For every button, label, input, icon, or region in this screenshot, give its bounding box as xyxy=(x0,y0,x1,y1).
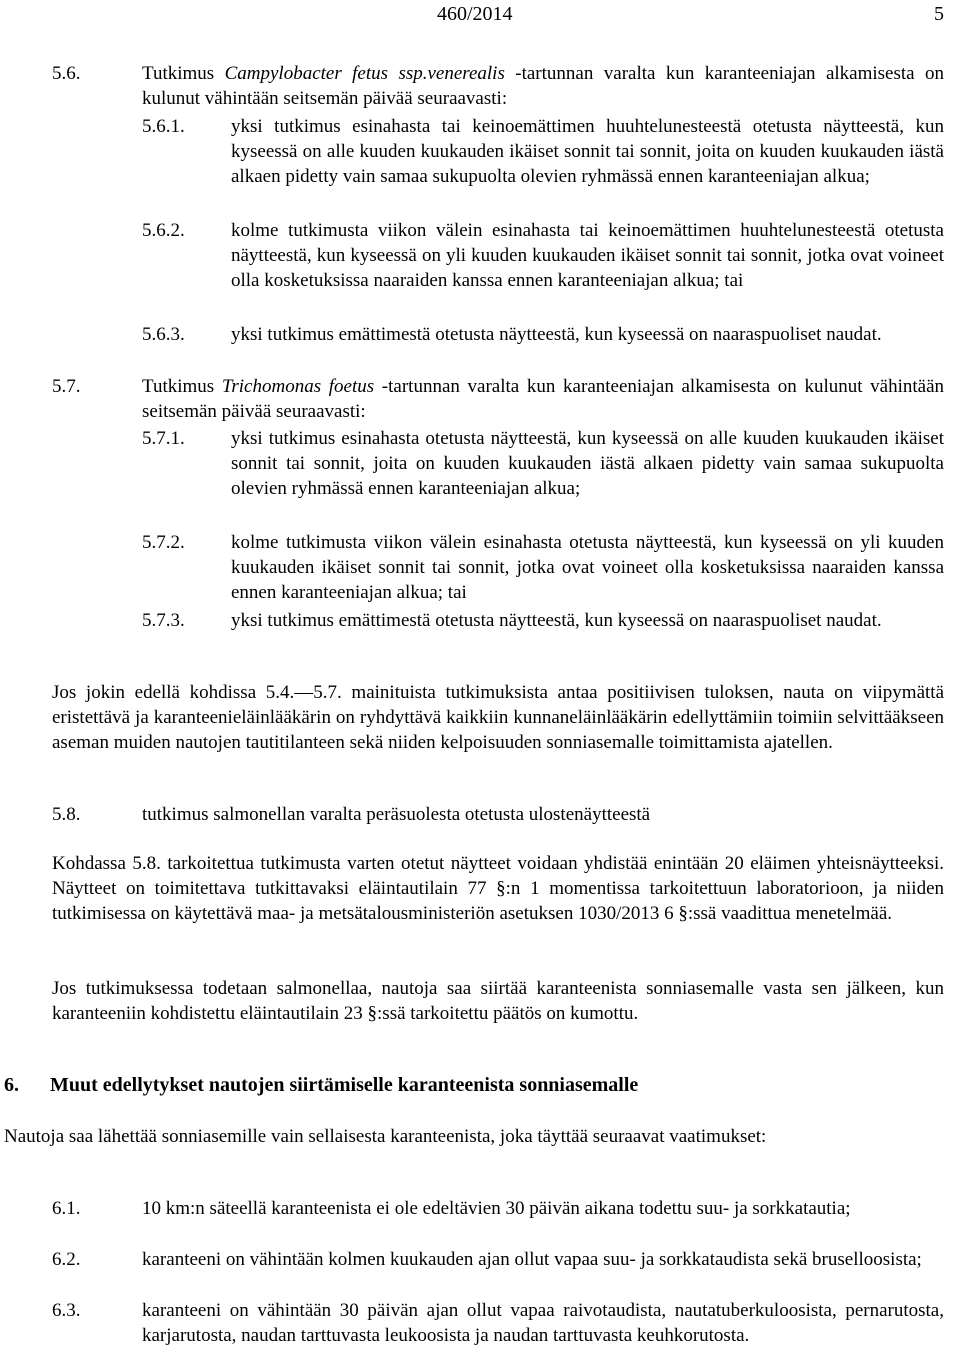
item-text: yksi tutkimus emättimestä otetusta näytteestä, kun kyseessä on naaraspuoliset naudat. xyxy=(231,324,882,345)
item-number: 5.7.2. xyxy=(142,532,185,553)
item-text: kolme tutkimusta viikon välein esinahasta otetusta näytteestä, kun kyseessä on yli kuuden kuukauden ikäiset sonnit tai sonnit, jotka ovat voineet olla kosketuksissa naaraiden kanssa ennen karanteeniajan alkua; tai xyxy=(231,532,944,603)
item-text: tutkimus salmonellan varalta peräsuolesta otetusta ulostenäytteestä xyxy=(142,804,651,825)
header-page-number: 5 xyxy=(934,3,944,25)
paragraph-salmonella-found: Jos tutkimuksessa todetaan salmonellaa, nautoja saa siirtää karanteenista sonniasemalle vasta sen jälkeen, kun karanteeniin kohdistettu eläintautilain 23 §:ssä tarkoitettu päätös on kumottu. xyxy=(52,978,944,1024)
item-number: 5.6.2. xyxy=(142,220,185,241)
item-number: 5.6. xyxy=(52,63,81,84)
item-text: karanteeni on vähintään kolmen kuukauden ajan ollut vapaa suu- ja sorkkataudista sekä bruselloosista; xyxy=(142,1249,922,1270)
item-text: 10 km:n säteellä karanteenista ei ole edeltävien 30 päivän aikana todettu suu- ja sorkkatautia; xyxy=(142,1198,851,1219)
item-text: yksi tutkimus esinahasta otetusta näytteestä, kun kyseessä on alle kuuden kuukauden ikäiset sonnit tai sonnit, joita on kuuden kuukauden iästä alkaen pidetty vain samaa sukupuolta olevien ryhmässä ennen karanteeniajan alkua; xyxy=(231,428,944,499)
item-text: karanteeni on vähintään 30 päivän ajan ollut vapaa raivotaudista, nautatuberkuloosista, pernarutosta, karjarutosta, naudan tarttuvasta leukoosista ja naudan tarttuvasta keuhkorutosta. xyxy=(142,1300,944,1346)
item-number: 6.3. xyxy=(52,1300,81,1321)
item-number: 5.7. xyxy=(52,376,81,397)
section-title: Muut edellytykset nautojen siirtämiselle karanteenista sonniasemalle xyxy=(50,1074,639,1096)
species-name: Campylobacter fetus ssp.venerealis xyxy=(224,63,505,84)
item-text: yksi tutkimus emättimestä otetusta näytteestä, kun kyseessä on naaraspuoliset naudat. xyxy=(231,610,882,631)
item-number: 5.8. xyxy=(52,804,81,825)
item-number: 5.6.1. xyxy=(142,116,185,137)
header-doc-number: 460/2014 xyxy=(437,3,513,25)
item-text: yksi tutkimus esinahasta tai keinoemättimen huuhtelunesteestä otetusta näytteestä, kun kyseessä on alle kuuden kuukauden ikäiset sonnit tai sonnit, joita on kuuden kuukauden iästä alkaen pidetty vain samaa sukupuolta olevien ryhmässä ennen karanteeniajan alkua; xyxy=(231,116,944,187)
item-number: 5.6.3. xyxy=(142,324,185,345)
item-text: Tutkimus Campylobacter fetus ssp.venerealis -tartunnan varalta kun karanteeniajan alkamisesta on kulunut vähintään seitsemän päivää seuraavasti: xyxy=(142,63,944,109)
item-text: kolme tutkimusta viikon välein esinahasta tai keinoemättimen huuhtelunesteestä otetusta näytteestä, kun kyseessä on yli kuuden kuukauden ikäiset sonnit tai sonnit, jotka ovat voineet olla kosketuksissa naaraiden kanssa ennen karanteeniajan alkua; tai xyxy=(231,220,944,291)
item-number: 5.7.1. xyxy=(142,428,185,449)
item-number: 6.2. xyxy=(52,1249,81,1270)
section-number: 6. xyxy=(4,1074,19,1096)
section-intro: Nautoja saa lähettää sonniasemille vain sellaisesta karanteenista, joka täyttää seuraavat vaatimukset: xyxy=(4,1126,767,1147)
item-number: 6.1. xyxy=(52,1198,81,1219)
species-name: Trichomonas foetus xyxy=(221,376,375,397)
item-number: 5.7.3. xyxy=(142,610,185,631)
paragraph-sample-pooling: Kohdassa 5.8. tarkoitettua tutkimusta varten otetut näytteet voidaan yhdistää enintään 20 eläimen yhteisnäytteeksi. Näytteet on toimitettava tutkittavaksi eläintautilain 77 §:n 1 momentissa tarkoitettuun laboratorioon, ja niiden tutkimisessa on käytettävä maa- ja metsätalousministeriön asetuksen 1030/2013 6 §:ssä vaadittua menetelmää. xyxy=(52,853,944,924)
item-text: Tutkimus Trichomonas foetus -tartunnan varalta kun karanteeniajan alkamisesta on kulunut vähintään seitsemän päivää seuraavasti: xyxy=(142,376,945,422)
paragraph-positive-result: Jos jokin edellä kohdissa 5.4.—5.7. mainituista tutkimuksista antaa positiivisen tuloksen, nauta on viipymättä eristettävä ja karanteenieläinlääkärin on ryhdyttävä kaikkiin kunnaneläinlääkärin edellyttämiin toimiin selvittääkseen aseman muiden nautojen tautitilanteen sekä niiden kelpoisuuden sonniasemalle toimittamista ajatellen. xyxy=(52,682,944,753)
